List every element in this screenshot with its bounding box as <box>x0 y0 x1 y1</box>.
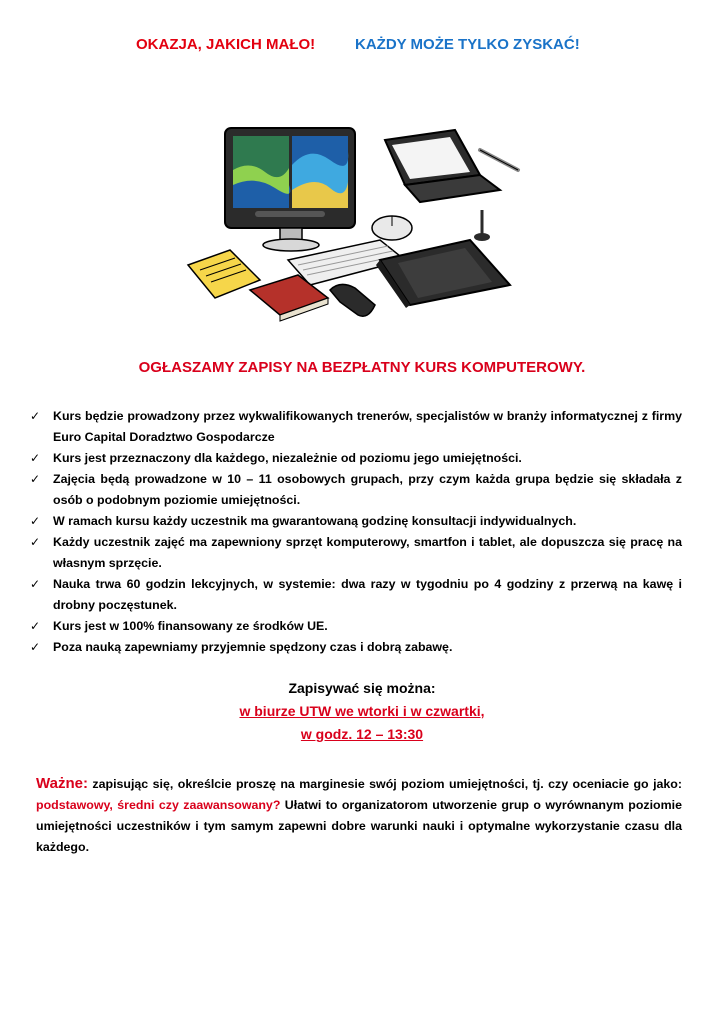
course-info-list <box>30 406 682 658</box>
important-text-before: zapisując się, określcie proszę na marginesie swój poziom umiejętności, tj. czy oceniacie go jako: <box>87 777 682 791</box>
list-item: ✓ Kurs będzie prowadzony przez wykwalifikowanych trenerów, specjalistów w branży informatycznej z firmy Euro Capital Doradztwo Gospodarcze <box>30 406 682 448</box>
signup-hours: w godz. 12 – 13:30 <box>300 726 424 742</box>
checkmark-icon: ✓ <box>30 451 41 465</box>
list-item: ✓ Nauka trwa 60 godzin lekcyjnych, w systemie: dwa razy w tygodniu po 4 godziny z przerwą na kawę i drobny poczęstunek. <box>30 574 682 616</box>
tablet-keyboard-icon <box>385 130 500 202</box>
important-label: Ważne: <box>36 775 88 792</box>
checkmark-icon: ✓ <box>30 619 41 633</box>
header-left-slogan: OKAZJA, JAKICH MAŁO! <box>136 36 316 53</box>
important-note <box>36 773 682 858</box>
drawing-glove-icon <box>330 284 375 316</box>
list-item: ✓ Kurs jest przeznaczony dla każdego, niezależnie od poziomu jego umiejętności. <box>30 448 682 469</box>
header-right-slogan: KAŻDY MOŻE TYLKO ZYSKAĆ! <box>355 36 580 53</box>
checkmark-icon: ✓ <box>30 409 41 423</box>
important-text-after: Ułatwi to organizatorom utworzenie grup o wyrównanym poziomie umiejętności uczestników i tym samym zapewni dobre warunki nauki i optymalne wykorzystanie czasu dla każdego. <box>36 798 682 854</box>
list-item: ✓ Każdy uczestnik zajęć ma zapewniony sprzęt komputerowy, smartfon i tablet, ale dopuszcza się pracę na własnym sprzęcie. <box>30 532 682 574</box>
skill-levels-highlight: podstawowy, średni czy zaawansowany? <box>36 798 281 812</box>
checkmark-icon: ✓ <box>30 577 41 591</box>
list-item: ✓ Zajęcia będą prowadzone w 10 – 11 osobowych grupach, przy czym każda grupa będzie się składała z osób o podobnym poziomie umiejętności. <box>30 469 682 511</box>
pen-stand-icon <box>474 210 490 241</box>
computer-equipment-illustration <box>180 110 540 335</box>
monitor-icon <box>225 128 355 251</box>
list-item: ✓ Kurs jest w 100% finansowany ze środków UE. <box>30 616 682 637</box>
signup-info <box>0 680 724 746</box>
list-item: ✓ W ramach kursu każdy uczestnik ma gwarantowaną godzinę konsultacji indywidualnych. <box>30 511 682 532</box>
graphics-tablet-icon <box>376 240 510 308</box>
signup-title: Zapisywać się można: <box>288 680 436 696</box>
list-item: ✓ Poza nauką zapewniamy przyjemnie spędzony czas i dobrą zabawę. <box>30 637 682 658</box>
notepad-icon <box>188 250 260 298</box>
signup-location: w biurze UTW we wtorki i w czwartki, <box>239 703 485 719</box>
course-announcement: OGŁASZAMY ZAPISY NA BEZPŁATNY KURS KOMPUTEROWY. <box>138 359 586 376</box>
stylus-icon <box>480 150 518 170</box>
checkmark-icon: ✓ <box>30 472 41 486</box>
checkmark-icon: ✓ <box>30 535 41 549</box>
checkmark-icon: ✓ <box>30 640 41 654</box>
mouse-icon <box>372 216 412 240</box>
checkmark-icon: ✓ <box>30 514 41 528</box>
